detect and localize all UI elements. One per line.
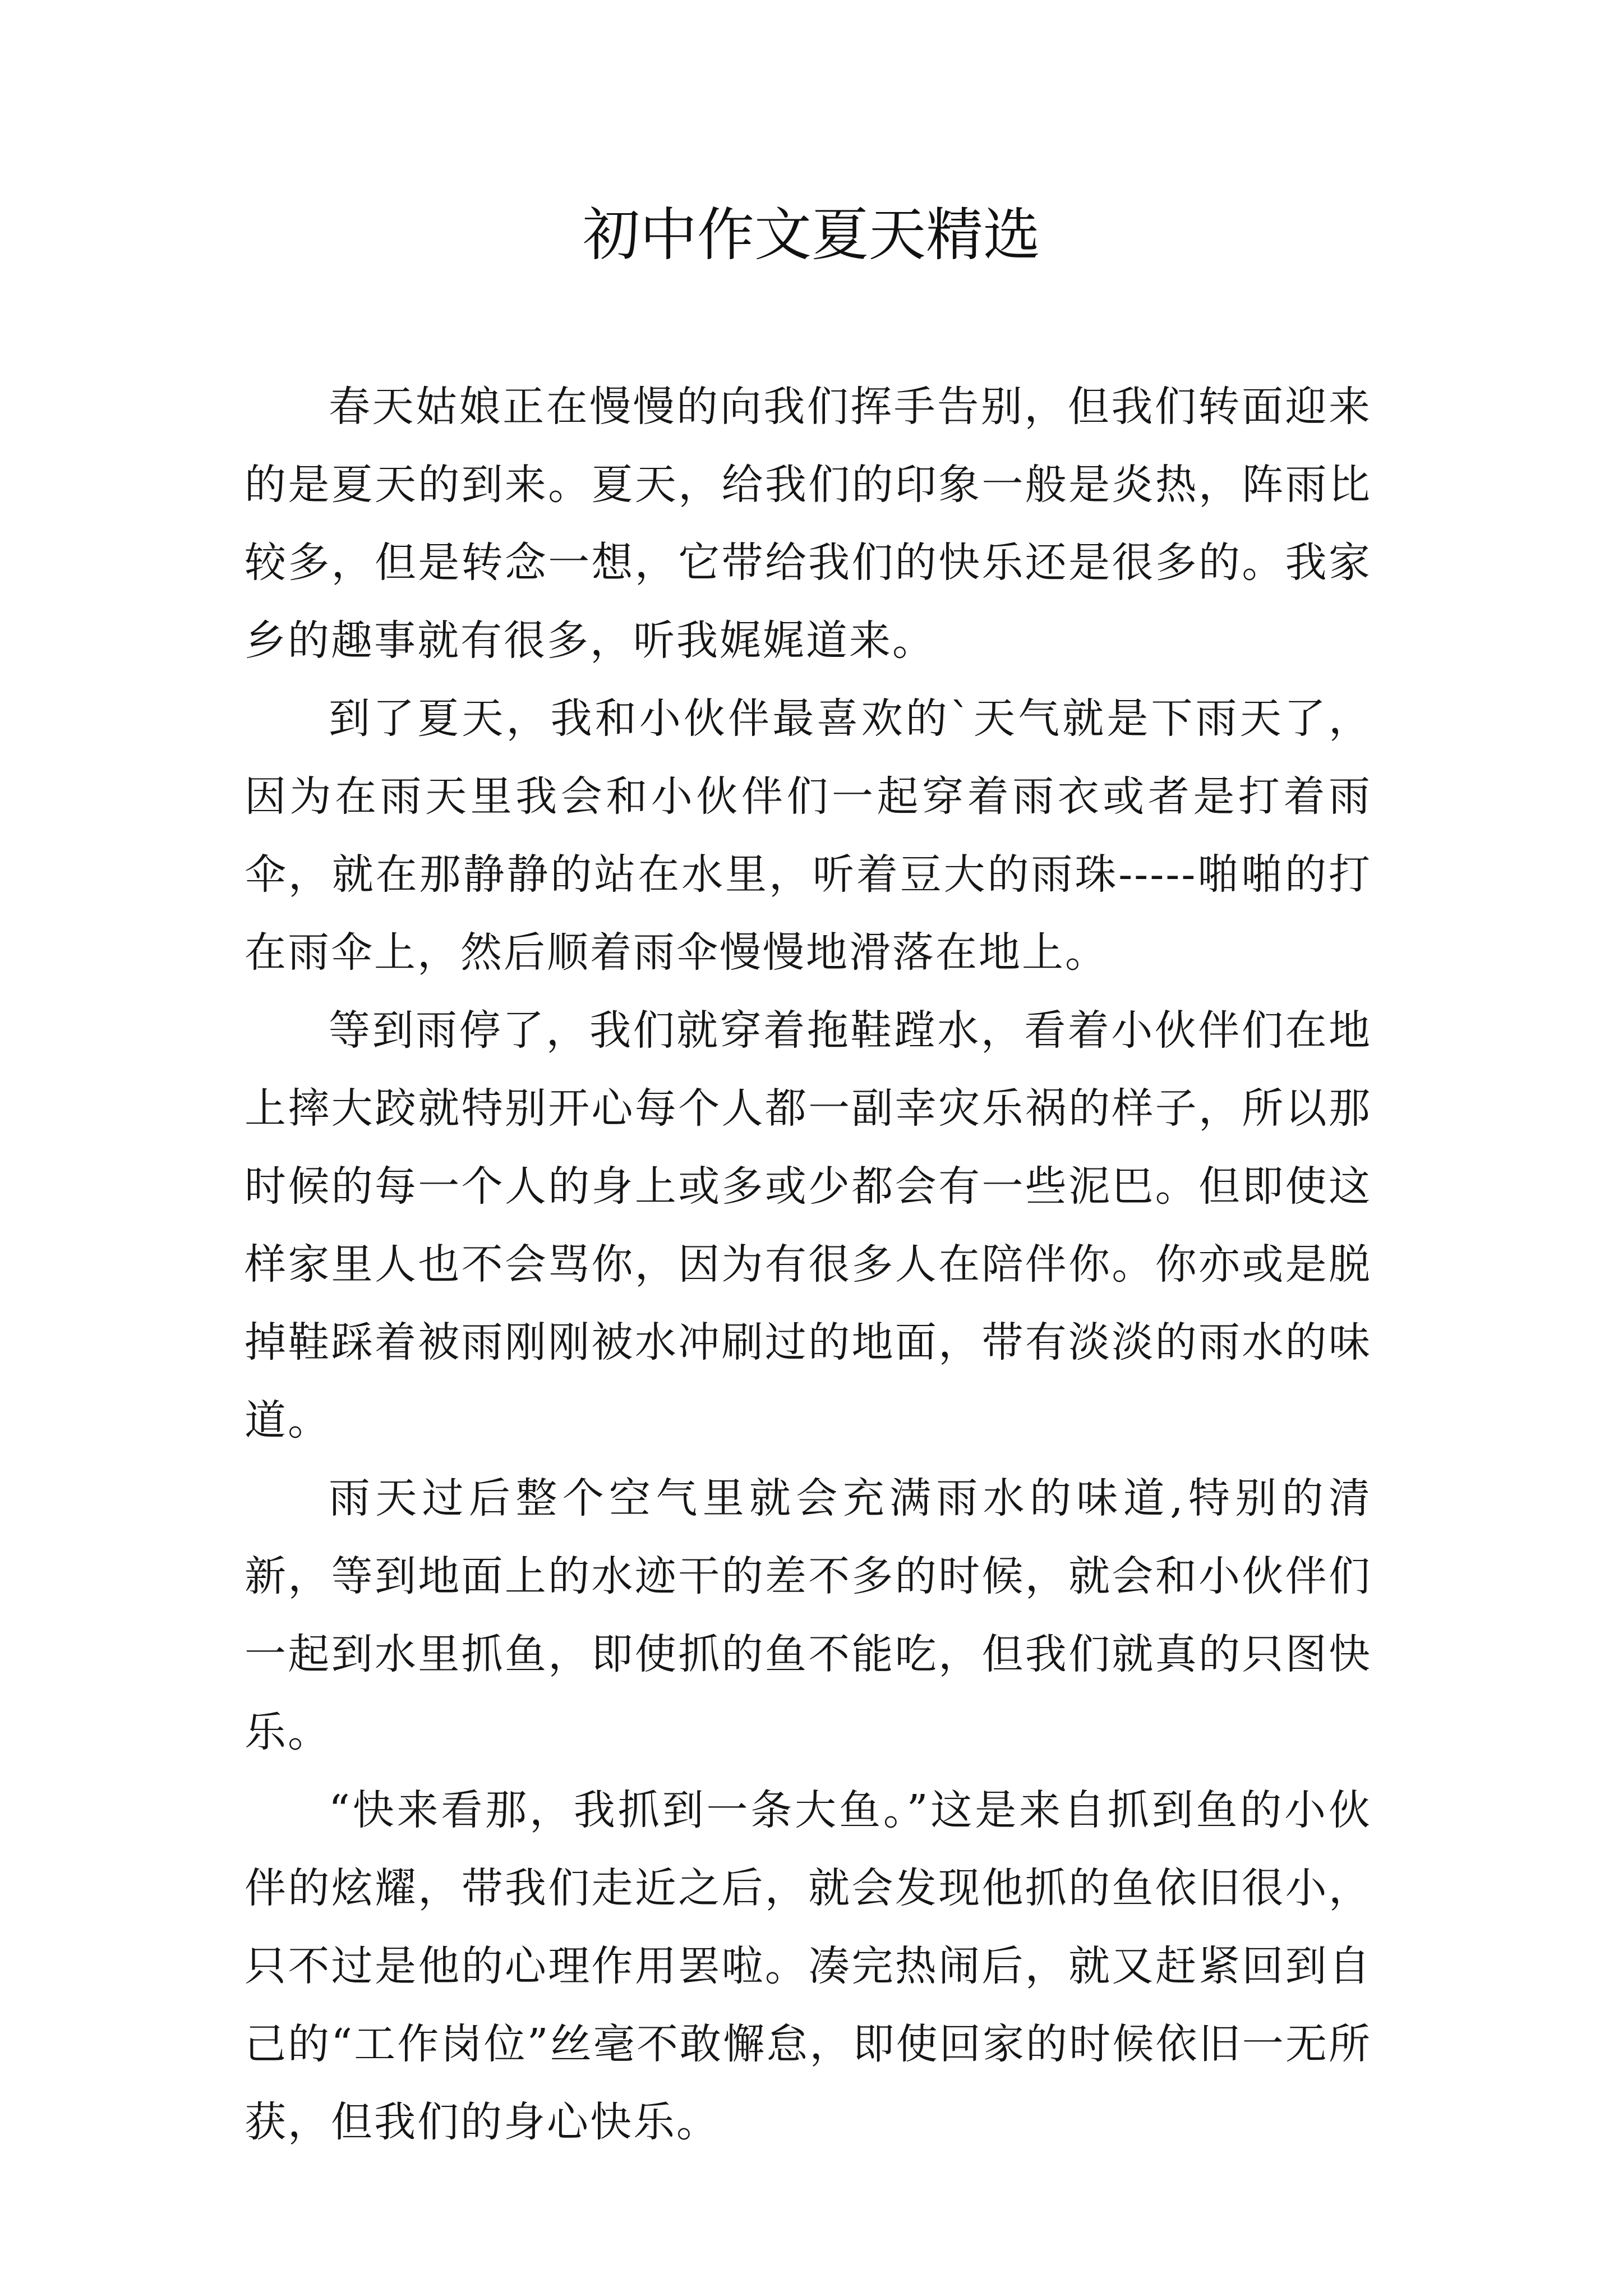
paragraph: 雨天过后整个空气里就会充满雨水的味道,特别的清新，等到地面上的水迹干的差不多的时候，就会和小伙伴们一起到水里抓鱼，即使抓的鱼不能吃，但我们就真的只图快乐。 [245, 1474, 1372, 1756]
document-body [245, 368, 1372, 2161]
paragraph: 等到雨停了，我们就穿着拖鞋蹚水，看着小伙伴们在地上摔大跤就特别开心每个人都一副幸灾乐祸的样子，所以那时候的每一个人的身上或多或少都会有一些泥巴。但即使这样家里人也不会骂你，因为有很多人在陪伴你。你亦或是脱掉鞋踩着被雨刚刚被水冲刷过的地面，带有淡淡的雨水的味道。 [245, 1006, 1372, 1444]
paragraph: “快来看那，我抓到一条大鱼。”这是来自抓到鱼的小伙伴的炫耀，带我们走近之后，就会发现他抓的鱼依旧很小，只不过是他的心理作用罢啦。凑完热闹后，就又赶紧回到自己的“工作岗位”丝毫不敢懈怠，即使回家的时候依旧一无所获，但我们的身心快乐。 [245, 1786, 1372, 2146]
paragraph: 春天姑娘正在慢慢的向我们挥手告别，但我们转面迎来的是夏天的到来。夏天，给我们的印象一般是炎热，阵雨比较多，但是转念一想，它带给我们的快乐还是很多的。我家乡的趣事就有很多，听我娓娓道来。 [245, 383, 1372, 665]
document-title: 初中作文夏天精选 [583, 202, 1040, 269]
paragraph: 到了夏天，我和小伙伴最喜欢的`天气就是下雨天了，因为在雨天里我会和小伙伴们一起穿着雨衣或者是打着雨伞，就在那静静的站在水里，听着豆大的雨珠-----啪啪的打在雨伞上，然后顺着雨伞慢慢地滑落在地上。 [245, 694, 1372, 977]
